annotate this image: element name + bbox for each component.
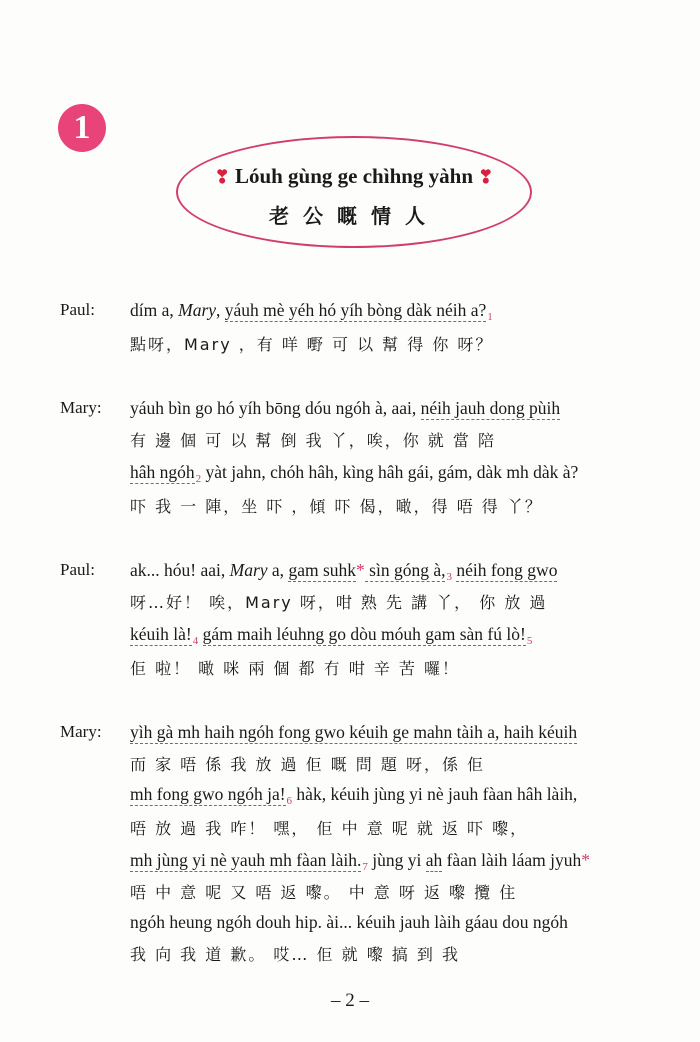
footnote-number: 3: [446, 571, 452, 583]
jyutping-line: ak... hóu! aai, Mary a, gam suhk* sìn góng $à,_3$ néih fong gwo: [130, 560, 558, 583]
chinese-line: 有 邊 個 可 以 幫 倒 我 丫，唉，你 就 當 陪: [130, 431, 496, 450]
chinese-line: 佢 啦！ 噉 咪 兩 個 都 冇 咁 辛 苦 囉！: [130, 659, 460, 678]
lesson-number-badge: 1: [58, 104, 106, 152]
vocab-underline: mh fong gwo ngóh ja!: [130, 784, 286, 804]
page-number: – 2 –: [331, 990, 369, 1011]
jyutping-line: ngóh heung ngóh douh hip. ài... kéuih jauh làih gáau dou ngóh: [130, 912, 568, 932]
speaker-label: Mary:: [60, 722, 102, 741]
chinese-line: 點呀，Mary ，有 咩 嘢 可 以 幫 得 你 呀？: [130, 335, 494, 354]
jyutping-line: mh jùng yi nè yauh mh fàan $làih._7$ jùng yi ah fàan làih láam jyuh*: [130, 850, 590, 873]
title-chinese: 老公嘅情人: [269, 204, 439, 228]
vocab-underline: néih jauh dong pùih: [420, 398, 561, 418]
heart-icon: ❣: [214, 167, 230, 187]
vocab-underline: ah: [425, 850, 443, 870]
vocab-underline: sìn góng à,: [364, 560, 446, 580]
vocab-underline: mh jùng yi nè yauh mh fàan làih.: [130, 850, 362, 870]
vocab-underline: néih fong gwo: [456, 560, 558, 580]
footnote-number: 2: [195, 473, 202, 485]
star-mark: *: [581, 850, 590, 870]
jyutping-line: [130, 722, 577, 743]
jyutping-line: dím a, Mary, yáuh mè yéh hó yíh bòng dàk néih $a?_1$: [130, 300, 493, 323]
vocab-underline: kéuih là!: [130, 624, 192, 644]
chinese-line: 吓 我 一 陣，坐 吓 ，傾 吓 偈，噉，得 唔 得 丫？: [130, 497, 543, 516]
footnote-number: 1: [487, 311, 493, 323]
title-jyutping: [176, 164, 532, 189]
footnote-number: 6: [286, 795, 293, 807]
vocab-underline: gam suhk: [288, 560, 357, 580]
chinese-line: 唔 中 意 呢 又 唔 返 嚟。 中 意 呀 返 嚟 攬 住: [130, 883, 518, 902]
footnote-number: 5: [526, 635, 533, 647]
title-jyutping-text: Lóuh gùng ge chìhng yàhn: [234, 164, 474, 188]
chinese-line: 我 向 我 道 歉。 哎… 佢 就 嚟 搞 到 我: [130, 945, 460, 964]
star-mark: *: [356, 560, 365, 580]
jyutping-line: mh fong gwo ngóh $ja!_6$ hàk, kéuih jùng yi nè jauh fàan hâh làih,: [130, 784, 578, 807]
jyutping-line: yáuh bìn go hó yíh bōng dóu ngóh à, aai, néih jauh dong pùih: [130, 398, 561, 418]
footnote-number: 7: [362, 861, 368, 873]
vocab-underline: gám maih léuhng go dòu móuh gam sàn fú lò!: [202, 624, 526, 644]
speaker-label: Paul:: [60, 560, 95, 579]
chinese-line: 唔 放 過 我 咋！ 嘿， 佢 中 意 呢 就 返 吓 嚟，: [130, 819, 529, 838]
vocab-underline: yáuh mè yéh hó yíh bòng dàk néih a?: [224, 300, 487, 320]
speaker-label: Mary:: [60, 398, 102, 417]
heart-icon: ❣: [478, 167, 494, 187]
vocab-underline: hâh ngóh: [130, 462, 195, 482]
chinese-line: 而 家 唔 係 我 放 過 佢 嘅 問 題 呀，係 佢: [130, 755, 486, 774]
jyutping-line: [130, 624, 532, 647]
speaker-label: Paul:: [60, 300, 95, 319]
vocab-underline: yìh gà mh haih ngóh fong gwo kéuih ge mahn tàih a, haih kéuih: [130, 722, 578, 742]
footnote-number: 4: [192, 635, 199, 647]
title-oval-frame: [176, 136, 532, 248]
jyutping-line: hâh ngóh$_2$ yàt jahn, chóh hâh, kìng hâh gái, gám, dàk mh dàk à?: [130, 462, 579, 485]
chinese-line: 呀…好！ 唉，Mary 呀，咁 熟 先 講 丫， 你 放 過: [130, 593, 548, 612]
